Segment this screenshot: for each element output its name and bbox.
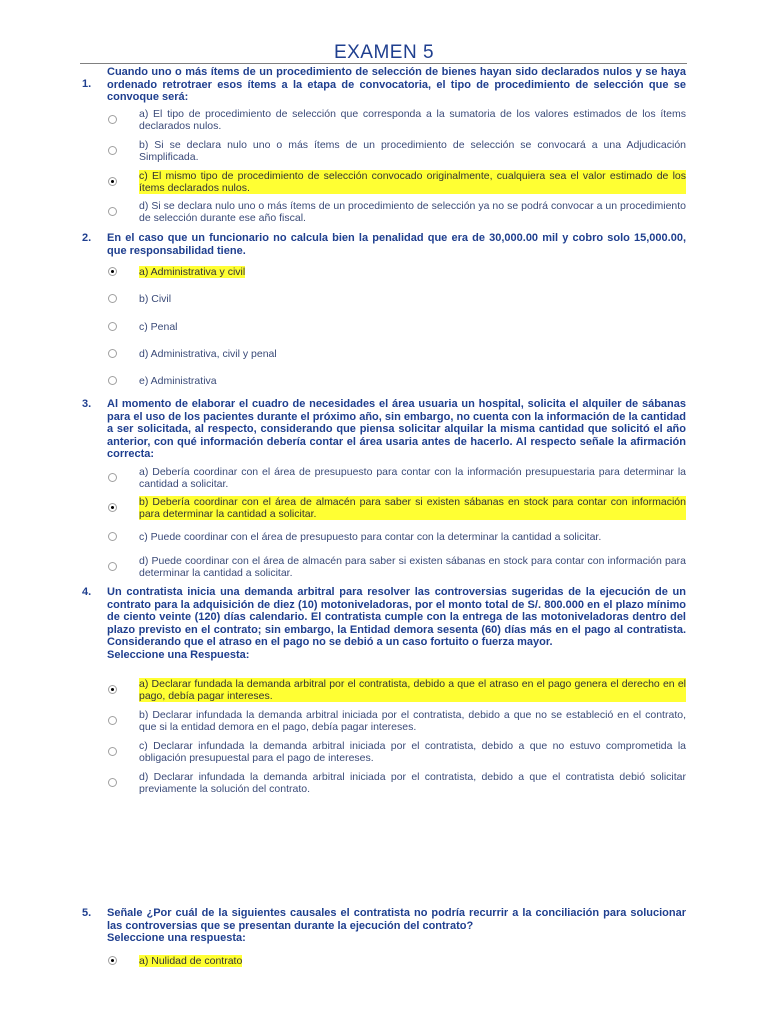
question-number: 2. [82,232,92,244]
question-text: Cuando uno o más ítems de un procedimiento de selección de bienes hayan sido declarados nulos y se haya ordenado retrotraer esos ítems a la etapa de convocatoria, el tipo de procedimiento de selección que se convoque será: [107,66,686,103]
option-text-highlighted: a) Nulidad de contrato [139,955,243,967]
option-text: c) Penal [139,321,178,333]
radio-button[interactable] [108,146,117,155]
radio-button[interactable] [108,349,117,358]
radio-button-selected[interactable] [108,177,117,186]
option-text: b) Declarar infundada la demanda arbitral iniciada por el contratista, debido a que no se estableció en el contrato, que si la entidad demora en el pago, debía pagar intereses. [139,709,686,734]
option-text-highlighted: a) Administrativa y civil [139,266,246,278]
radio-button-selected[interactable] [108,503,117,512]
title-divider [80,63,687,64]
q1-option-a[interactable] [108,108,686,132]
question-instruction: Seleccione una Respuesta: [107,648,250,661]
q1-option-d[interactable] [108,200,686,224]
question-body: Un contratista inicia una demanda arbitral para resolver las controversias sugeridas de la ejecución de un contrato para la adquisición de diez (10) motoniveladoras, por el monto total de S/. 800.000 en el plazo mínimo de ciento veinte (120) días calendario. El contratista cumple con la entrega de las motoniveladoras dentro del plazo previsto en el contrato; sin embargo, la Entidad demora sesenta (60) días más en el pago al contratista. Considerando que el atraso en el pago no se debió a un caso fortuito o fuerza mayor. [107,586,686,648]
radio-button-selected[interactable] [108,956,117,965]
q2-option-e[interactable] [108,375,686,387]
option-text: b) Si se declara nulo uno o más ítems de un procedimiento de selección se convocará a una Adjudicación Simplificada. [139,139,686,164]
question-text: Al momento de elaborar el cuadro de necesidades el área usuaria un hospital, solicita el alquiler de sábanas para el uso de los pacientes durante el próximo año, sin embargo, no cuenta con la información de la cantidad a ser solicitada, al respecto, considerando que piensa solicitar alquilar la misma cantidad que solicitó el año anterior, con qué información debería contar el área usaria antes de hacerlo. Al respecto señale la afirmación correcta: [107,398,686,460]
radio-button[interactable] [108,778,117,787]
question-5 [82,907,686,945]
option-text-highlighted: a) Declarar fundada la demanda arbitral por el contratista, debido a que el atraso en el pago genera el derecho en el pago, debía pagar intereses. [139,678,686,703]
radio-button[interactable] [108,322,117,331]
q2-option-a[interactable] [108,266,686,278]
question-4 [82,586,686,661]
option-text: a) Debería coordinar con el área de presupuesto para contar con la información presupuestaria para determinar la cantidad a solicitar. [139,466,686,491]
q1-option-c[interactable] [108,170,686,194]
option-text-highlighted: b) Debería coordinar con el área de almacén para saber si existen sábanas en stock para contar con información para determinar la cantidad a solicitar. [139,496,686,521]
radio-button[interactable] [108,294,117,303]
radio-button[interactable] [108,562,117,571]
radio-button[interactable] [108,532,117,541]
q4-option-d[interactable] [108,771,686,795]
option-text: d) Declarar infundada la demanda arbitral iniciada por el contratista, debido a que el contratista debió solicitar previamente la solución del contrato. [139,771,686,796]
option-text: c) Declarar infundada la demanda arbitral iniciada por el contratista, debido a que no estuvo comprometida la obligación presupuestal para el pago de intereses. [139,740,686,765]
radio-button[interactable] [108,376,117,385]
radio-button[interactable] [108,716,117,725]
question-text [107,907,686,945]
question-1 [82,66,686,104]
q3-option-a[interactable] [108,466,686,490]
question-instruction: Seleccione una respuesta: [107,932,246,944]
option-text: e) Administrativa [139,375,217,387]
option-text: d) Si se declara nulo uno o más ítems de un procedimiento de selección ya no se podrá convocar a un procedimiento de selección durante ese año fiscal. [139,200,686,225]
q2-option-d[interactable] [108,348,686,360]
option-text: d) Administrativa, civil y penal [139,348,277,360]
question-text [107,586,686,661]
q4-option-b[interactable] [108,709,686,733]
q2-option-b[interactable] [108,293,686,305]
question-2 [82,232,686,257]
option-text: d) Puede coordinar con el área de almacén para saber si existen sábanas en stock para contar con información para determinar la cantidad a solicitar. [139,555,686,580]
radio-button-selected[interactable] [108,685,117,694]
option-text: c) Puede coordinar con el área de presupuesto para contar con la determinar la cantidad a solicitar. [139,531,602,543]
radio-button[interactable] [108,115,117,124]
question-number: 3. [82,398,92,410]
q4-option-c[interactable] [108,740,686,764]
q2-option-c[interactable] [108,321,686,333]
q3-option-d[interactable] [108,555,686,579]
radio-button[interactable] [108,747,117,756]
question-number: 5. [82,907,92,919]
question-body: Señale ¿Por cuál de la siguientes causales el contratista no podría recurrir a la conciliación para solucionar las controversias que se presentan durante la ejecución del contrato? [107,907,686,932]
radio-button[interactable] [108,207,117,216]
question-number: 1. [82,78,92,90]
q3-option-b[interactable] [108,496,686,520]
exam-title: EXAMEN 5 [333,42,435,63]
option-text-highlighted: c) El mismo tipo de procedimiento de selección convocado originalmente, cualquiera sea el valor estimado de los ítems declarados nulos. [139,170,686,195]
option-text: a) El tipo de procedimiento de selección que corresponda a la sumatoria de los valores estimados de los ítems declarados nulos. [139,108,686,133]
option-text: b) Civil [139,293,172,305]
question-3 [82,398,686,461]
radio-button-selected[interactable] [108,267,117,276]
q1-option-b[interactable] [108,139,686,163]
q3-option-c[interactable] [108,531,686,543]
question-number: 4. [82,586,92,598]
radio-button[interactable] [108,473,117,482]
q5-option-a[interactable] [108,955,686,967]
question-text: En el caso que un funcionario no calcula bien la penalidad que era de 30,000.00 mil y cobro solo 15,000.00, que responsabilidad tiene. [107,232,686,257]
q4-option-a[interactable] [108,678,686,702]
